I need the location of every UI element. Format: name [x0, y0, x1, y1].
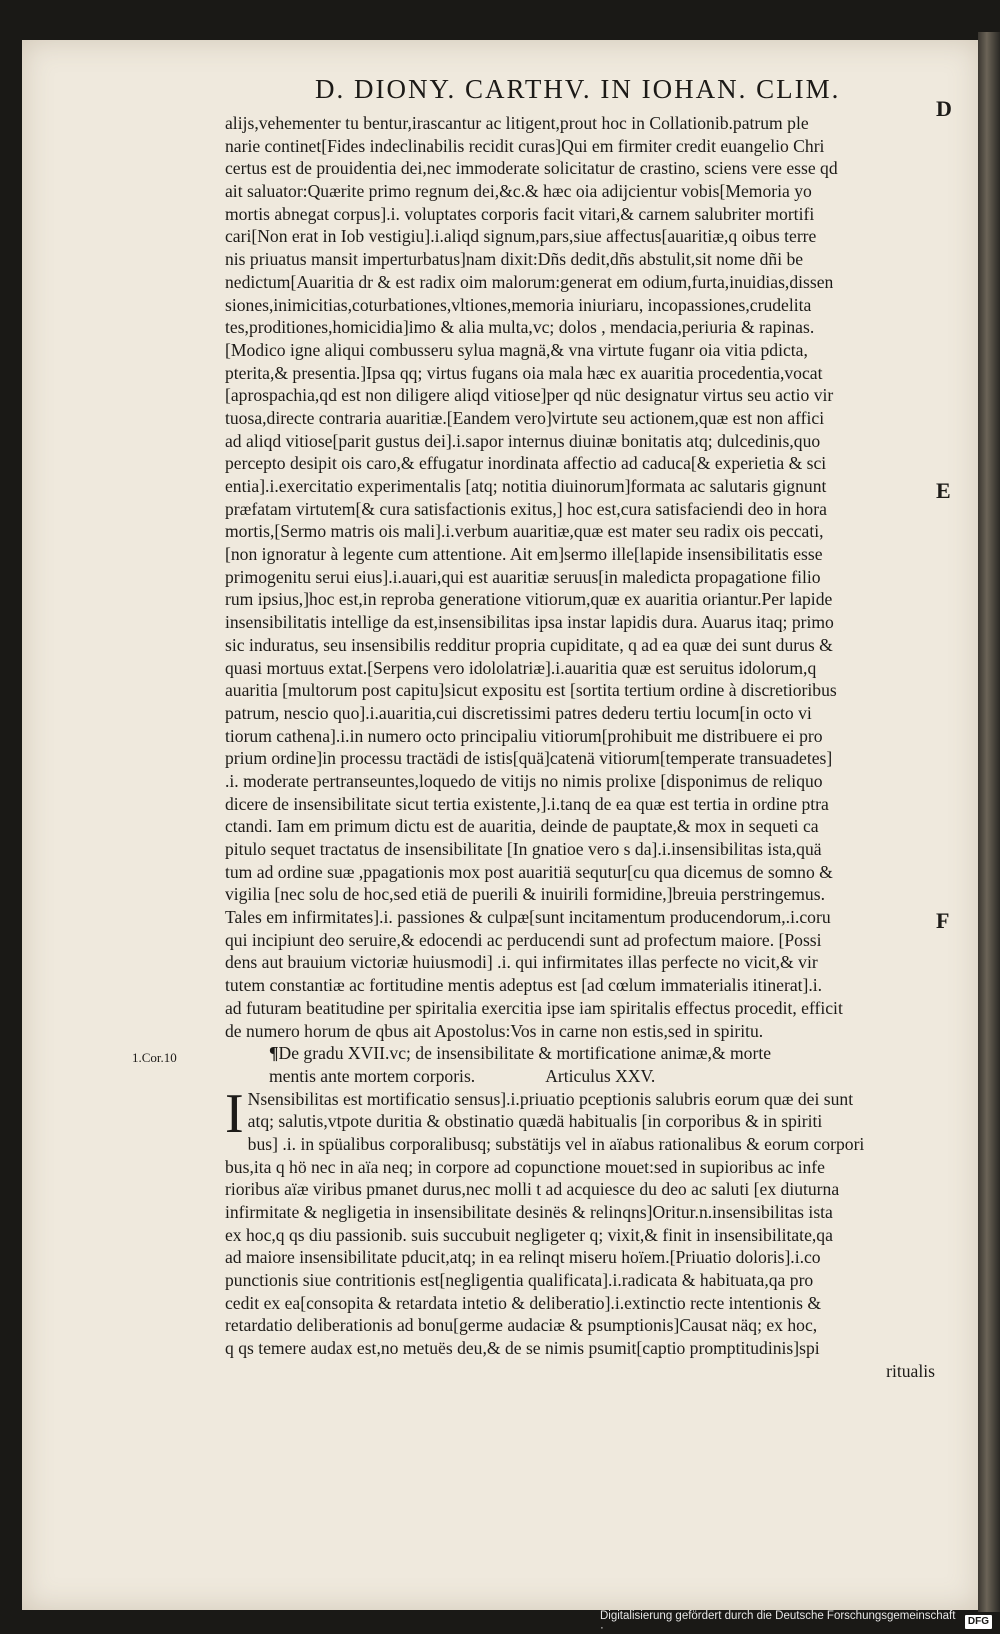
text-line: tiorum cathena].i.in numero octo principaliu vitiorum[prohibuit me distribuere ei pro	[225, 725, 823, 746]
text-line: alijs,vehementer tu bentur,irascantur ac litigent,prout hoc in Collationib.patrum ple	[225, 113, 809, 133]
margin-letter-d: D	[936, 96, 952, 121]
text-line: tes,proditiones,homicidia]imo & alia multa,vc; dolos , mendacia,periuria & rapinas.	[225, 317, 815, 338]
top-dark-border	[0, 0, 1000, 40]
text-line: Nsensibilitas est mortificatio sensus].i.priuatio pceptionis salubris eorum quæ dei sunt	[247, 1088, 854, 1109]
text-line: entia].i.exercitatio experimentalis [atq; notitia diuinorum]formata ac salutaris gignunt	[225, 476, 827, 496]
running-head: D. DIONY. CARTHV. IN IOHAN. CLIM.	[315, 74, 841, 104]
dfg-logo: DFG	[965, 1615, 992, 1629]
text-line: bus,ita q hö nec in aïa neq; in corpore ad copunctione mouet:sed in supioribus ac infe	[225, 1156, 825, 1177]
text-line: mortis abnegat corpus].i. voluptates corporis facit vitari,& carnem salubriter mortifi	[225, 203, 815, 224]
text-line: præfatam virtutem[& cura satisfactionis exitus,] hoc est,cura satisfaciendi deo in hora	[225, 498, 827, 519]
text-line: cari[Non erat in Iob vestigiu].i.aliqd signum,pars,siue affectus[auaritiæ,q oibus terre	[225, 226, 817, 247]
text-line: tuosa,directe contraria auaritiæ.[Eandem vero]virtute seu actionem,quæ est non affici	[225, 407, 825, 428]
text-line: rioribus aïæ viribus pmanet durus,nec molli t ad acquiesce du deo ac saluti [ex diuturna	[225, 1179, 840, 1200]
text-line: patrum, nescio quo].i.auaritia,cui discretissimi patres dederu tertiu locum[in octo vi	[225, 702, 812, 723]
article-paragraph	[225, 1082, 935, 1383]
text-line: [aprospachia,qd est non diligere aliqd vitiose]per qd nüc designatur virtus seu actio vir	[225, 385, 834, 406]
text-line: de numero horum de qbus ait Apostolus:Vos in carne non estis,sed in spiritu.	[225, 1020, 764, 1041]
text-line: retardatio deliberationis ad bonu[germe audaciæ & psumptionis]Causat näq; ex hoc,	[225, 1315, 818, 1336]
text-line: ait saluator:Quærite primo regnum dei,&c.& hæc oia adijcientur vobis[Memoria yo	[225, 181, 812, 202]
text-line: percepto desipit ois caro,& effugatur inordinata affectio ad caduca[& experietia & sci	[225, 453, 827, 474]
text-line: insensibilitatis intellige da est,insensibilitas ipsa instar lapidis dura. Auarus itaq; primo	[225, 612, 834, 633]
text-line: certus est de prouidentia dei,nec immoderate solicitatur de crastino, sciens vere esse qd	[225, 158, 838, 179]
text-line: primogenitu serui eius].i.auari,qui est auaritiæ seruus[in maledicta propagatione filio	[225, 566, 821, 587]
text-line: ad maiore insensibilitate pducit,atq; in ea relinqt miseru hoïem.[Priuatio doloris].i.co	[225, 1247, 821, 1268]
text-line: narie continet[Fides indeclinabilis recidit curas]Qui em firmiter credit euangelio Chri	[225, 135, 825, 156]
digitization-footer	[600, 1612, 1000, 1632]
section-heading-cont	[225, 1065, 935, 1088]
text-line: bus] .i. in spüalibus corporalibusq; substätijs vel in aïabus rationalibus & eorum corpori	[247, 1133, 865, 1154]
text-line: tum ad ordine suæ ,ppagationis mox post auaritiä sequtur[cu qua dicemus de somno &	[225, 861, 833, 882]
text-line: pterita,& presentia.]Ipsa qq; virtus fugans oia mala hæc ex auaritia procedentia,vocat	[225, 362, 823, 383]
heading-line-2: mentis ante mortem corporis.	[269, 1065, 476, 1086]
text-line: ex hoc,q qs diu passionib. suis succubuit negligeter q; vixit,& finit in insensibilitate,qa	[225, 1224, 833, 1245]
text-line: infirmitate & negligetia in insensibilitate desinës & relinqns]Oritur.n.insensibilitas ista	[225, 1202, 833, 1222]
text-line: mortis,[Sermo matris ois mali].i.verbum auaritiæ,quæ est mater seu radix ois peccati,	[225, 521, 824, 542]
text-line: ad aliqd vitiose[parit gustus dei].i.sapor internus diuinæ bonitatis atq; dulcedinis,quo	[225, 430, 821, 451]
margin-reference: 1.Cor.10	[132, 1050, 177, 1065]
text-line: rum ipsius,]hoc est,in reproba generatione vitiorum,quæ ex auaritia oriantur.Per lapide	[225, 589, 833, 610]
text-line: vigilia [nec solu de hoc,sed etiä de puerili & inuirili formidine,]breuia perstringemus.	[225, 884, 825, 905]
text-line: q qs temere audax est,no metuës deu,& de se nimis psumit[captio promptitudinis]spi	[225, 1338, 820, 1359]
text-line: nis priuatus mansit imperturbatus]nam dixit:Dñs dedit,dñs abstulit,sit nome dñi be	[225, 249, 804, 270]
footer-text: Digitalisierung gefördert durch die Deutsche Forschungsgemeinschaft ·	[600, 1610, 956, 1634]
text-line: qui incipiunt deo seruire,& edocendi ac perducendi sunt ad profectum maiore. [Possi	[225, 929, 822, 950]
text-line: prium ordine]in processu tractädi de istis[quä]catenä vitiorum[temperate transuadetes]	[225, 748, 833, 769]
text-line: .i. moderate pertranseuntes,loquedo de vitijs no nimis prolixe [disponimus de reliquo	[225, 770, 823, 791]
text-line: dens aut brauium victoriæ huiusmodi] .i. qui infirmitates illas perfecte no vicit,& vir	[225, 952, 818, 973]
heading-line-1: De gradu XVII.vc; de insensibilitate & mortificatione animæ,& morte	[278, 1043, 772, 1064]
catchword: ritualis	[886, 1360, 935, 1381]
text-line: Tales em infirmitates].i. passiones & culpæ[sunt incitamentum producendorum,.i.coru	[225, 907, 831, 928]
text-line: nedictum[Auaritia dr & est radix oim malorum:generat em odium,furta,inuidias,dissen	[225, 271, 834, 292]
text-line: auaritia [multorum post capitu]sicut expositu est [sortita tertium ordine à discretioribus	[225, 680, 837, 701]
text-line: quasi mortuus extat.[Serpens vero idololatriæ].i.auaritia quæ est seruitus idolorum,q	[225, 657, 817, 678]
text-line: ctandi. Iam em primum dictu est de auaritia, deinde de pauptate,& mox in sequeti ca	[225, 816, 819, 837]
main-text-block	[225, 112, 935, 1383]
binding-edge	[978, 32, 1000, 1622]
section-heading	[225, 1042, 935, 1065]
text-line: [Modico igne aliqui combusseru sylua magnä,& vna virtute fuganr oia vitia pdicta,	[225, 339, 808, 360]
text-line: pitulo sequet tractatus de insensibilitate [In gnatioe vero s da].i.insensibilitas ista,quä	[225, 839, 822, 859]
drop-cap: I	[225, 1082, 244, 1145]
text-line: sic induratus, seu insensibilis redditur propria cupiditate, q ad ea quæ dei sunt durus &	[225, 634, 833, 655]
text-line: dicere de insensibilitate sicut tertia existente,].i.tanq de ea quæ est tertia in ordine ptra	[225, 793, 829, 814]
text-line: ad futuram beatitudine per spiritalia exercitia ipse iam spiritalis effectus procedit, efficit	[225, 997, 843, 1018]
text-line: cedit ex ea[consopita & retardata intetio & deliberatio].i.extinctio recte intentionis &	[225, 1292, 822, 1313]
pilcrow-icon: ¶	[269, 1043, 279, 1064]
margin-letter-e: E	[936, 478, 951, 503]
text-line: punctionis siue contritionis est[negligentia qualificata].i.radicata & habituata,qa pro	[225, 1270, 814, 1291]
margin-letter-f: F	[936, 908, 950, 933]
text-line: tutem constantiæ ac fortitudine mentis adeptus est [ad cœlum immaterialis itinerat].i.	[225, 975, 823, 996]
text-line: [non ignoratur à legente cum attentione. Ait em]sermo ille[lapide insensibilitatis esse	[225, 544, 823, 565]
text-line: atq; salutis,vtpote duritia & obstinatio quædä habitualis [in corporibus & in spiriti	[247, 1111, 823, 1132]
text-line: siones,inimicitias,coturbationes,vltiones,memoria iniuriaru, incopassiones,crudelita	[225, 294, 812, 315]
article-number: Articulus XXV.	[545, 1065, 656, 1086]
